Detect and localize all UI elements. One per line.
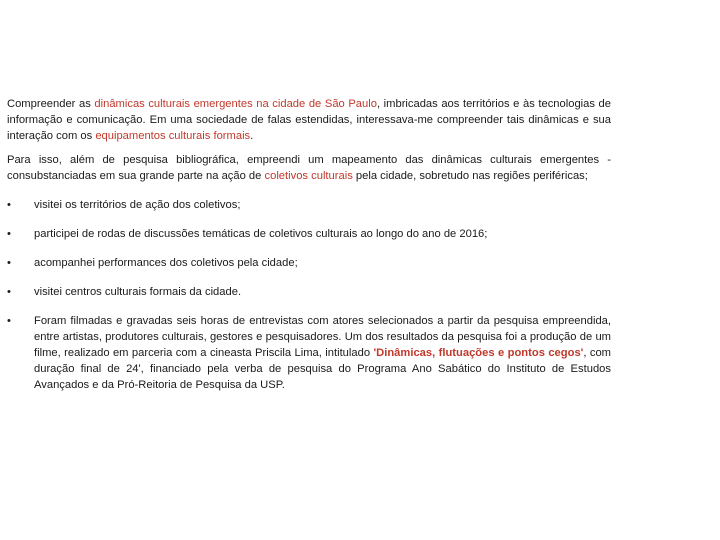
list-item-text: acompanhei performances dos coletivos pela cidade; [34,257,298,269]
film-text-2: , com duração final de 24', financiado pela verba de pesquisa do Programa Ano Sabático do Instituto de Estudos Avançados e da Pró-Reitoria de Pesquisa da USP. [34,347,612,391]
bullet-icon: • [7,315,11,327]
highlight-equipamentos: equipamentos culturais formais [95,130,251,142]
intro-text-2: , imbricadas aos territórios e às tecnologias de informação e comunicação. Em uma sociedade de falas estendidas, interessava-me compreender tais dinâmicas e sua interação com os [7,98,612,142]
bullet-icon: • [7,286,11,298]
highlight-dinamicas: dinâmicas culturais emergentes na cidade de São Paulo [94,98,377,110]
highlight-coletivos: coletivos culturais [264,170,353,182]
bullet-icon: • [7,199,11,211]
film-text-1: Foram filmadas e gravadas seis horas de entrevistas com atores selecionados a partir da pesquisa empreendida, entre artistas, produtores culturais, gestores e pesquisadores. Um dos resultados da pesquisa foi a produção de um filme, realizado em parceria com a cineasta Priscila Lima, intitulado [34,315,611,359]
intro-text-1: Compreender as [7,98,95,110]
intro-text-3: . [250,130,254,142]
list-item-text: visitei centros culturais formais da cidade. [34,286,242,298]
list-item [7,197,611,213]
list-item-text: visitei os territórios de ação dos coletivos; [34,199,241,211]
activities-list [7,197,611,393]
method-text-1: Para isso, além de pesquisa bibliográfica, empreendi um mapeamento das dinâmicas culturais emergentes - consubstanciadas em sua grande parte na ação de [7,154,611,182]
intro-paragraph [7,96,611,144]
bullet-icon: • [7,257,11,269]
list-item [7,284,611,300]
list-item [7,226,611,242]
bullet-icon: • [7,228,11,240]
method-text-2: pela cidade, sobretudo nas regiões periféricas; [352,170,588,182]
text-content [7,96,611,406]
list-item [7,255,611,271]
list-item-film [7,313,611,393]
method-paragraph [7,152,611,184]
film-title: 'Dinâmicas, flutuações e pontos cegos' [373,347,584,359]
list-item-text: participei de rodas de discussões temáticas de coletivos culturais ao longo do ano de 2016; [34,228,488,240]
